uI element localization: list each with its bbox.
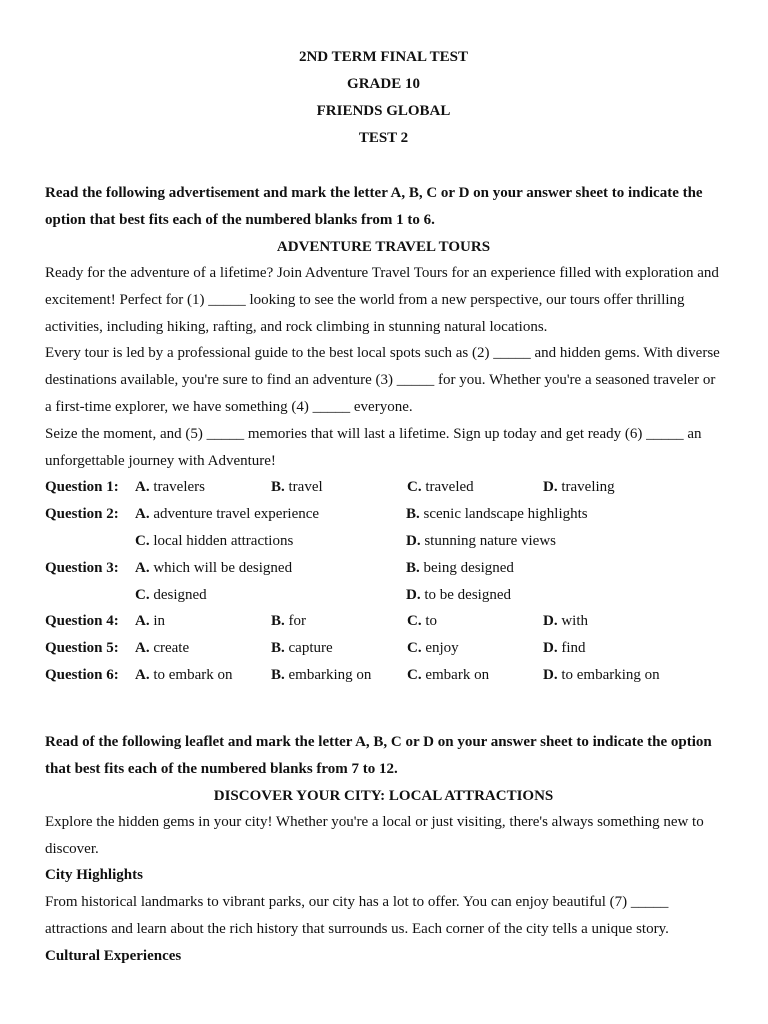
question-row [45,555,722,582]
header-line-2: GRADE 10 [347,76,420,92]
section2-intro: Explore the hidden gems in your city! Whether you're a local or just visiting, there's always something new to discover. [45,813,704,857]
question-row [45,474,722,501]
section2-paragraph-1: From historical landmarks to vibrant parks, our city has a lot to offer. You can enjoy beautiful (7) _____ attractions and learn about the rich history that surrounds us. Each corner of the city tells a unique story. [45,894,669,937]
question-row-continued [45,528,722,555]
question-row [45,501,722,528]
header-line-1: 2ND TERM FINAL TEST [298,49,469,65]
option-a: A. to embark on [135,666,233,683]
header-line-3: FRIENDS GLOBAL [316,103,451,119]
option-d: D. stunning nature views [406,532,556,549]
option-c: C. embark on [407,666,490,683]
section1-paragraph-3: Seize the moment, and (5) _____ memories that will last a lifetime. Sign up today and get ready (6) _____ an unforgettable journey with Adventure! [45,425,702,469]
option-a: A. travelers [135,479,205,496]
option-b: B. for [271,613,307,630]
section1-paragraph-2: Every tour is led by a professional guide to the best local spots such as (2) _____ and hidden gems. With diverse destinations available, you're sure to find an adventure (3) _____ for you. Whether you're a seasoned traveler or a first-time explorer, we have something (4) _____ everyone. [45,345,720,415]
section2-title: DISCOVER YOUR CITY: LOCAL ATTRACTIONS [213,787,554,804]
question-row-continued [45,582,722,609]
section2-instruction: Read of the following leaflet and mark the letter A, B, C or D on your answer sheet to indicate the option that best fits each of the numbered blanks from 7 to 12. [45,733,712,777]
question-label: Question 3: [45,559,119,576]
option-d: D. to embarking on [543,666,660,683]
option-a: A. which will be designed [135,559,293,576]
question-label: Question 2: [45,506,119,523]
option-b: B. embarking on [271,666,372,683]
test-header [45,44,722,152]
question-row [45,662,722,689]
option-a: A. create [135,640,190,657]
section2-subhead-city-highlights: City Highlights [45,867,143,884]
question-label: Question 6: [45,666,119,683]
option-b: B. capture [271,640,333,657]
option-c: C. to [407,613,438,630]
option-c: C. designed [135,586,207,603]
option-d: D. to be designed [406,586,511,603]
option-d: D. with [543,613,589,630]
section1-title: ADVENTURE TRAVEL TOURS [276,239,491,255]
option-c: C. traveled [407,479,474,496]
option-c: C. local hidden attractions [135,532,294,549]
section-leaflet [45,729,722,970]
option-c: C. enjoy [407,640,459,657]
question-row [45,608,722,635]
option-a: A. adventure travel experience [135,506,320,523]
question-label: Question 1: [45,479,119,496]
option-d: D. traveling [543,479,615,496]
header-line-4: TEST 2 [358,130,409,146]
section-advertisement [45,180,722,689]
section2-subhead-cultural-experiences: Cultural Experiences [45,947,182,964]
option-a: A. in [135,613,166,630]
section1-instruction: Read the following advertisement and mark the letter A, B, C or D on your answer sheet to indicate the option that best fits each of the numbered blanks from 1 to 6. [45,185,703,228]
section1-paragraph-1: Ready for the adventure of a lifetime? Join Adventure Travel Tours for an experience filled with exploration and excitement! Perfect for (1) _____ looking to see the world from a new perspective, our tours offer thrilling activities, including hiking, rafting, and rock climbing in stunning natural locations. [45,265,719,335]
option-b: B. being designed [406,559,514,576]
option-b: B. scenic landscape highlights [406,506,588,523]
question-row [45,635,722,662]
question-label: Question 4: [45,613,119,630]
question-label: Question 5: [45,640,119,657]
option-b: B. travel [271,479,323,496]
option-d: D. find [543,640,586,657]
